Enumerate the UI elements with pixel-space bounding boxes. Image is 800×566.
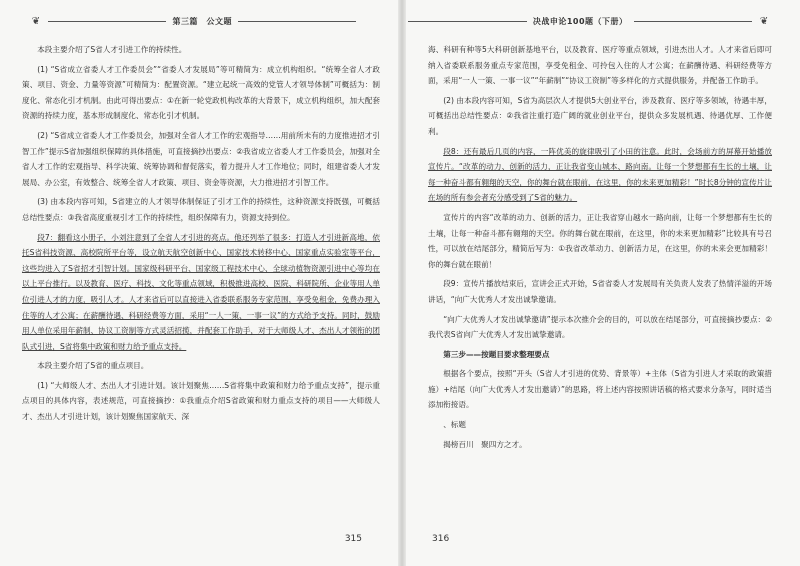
right-page-body — [428, 34, 772, 452]
paragraph: 段9：宣传片播放结束后，宣讲会正式开始，S省省委人才发展局有关负责人发表了热情洋溢的开场讲话，“向广大优秀人才发出诚挚邀请。 — [428, 279, 772, 304]
page-number: 315 — [344, 534, 362, 544]
paragraph: 本段主要介绍了S省的重点项目。 — [37, 361, 149, 371]
page-number: 316 — [432, 534, 450, 544]
paragraph: 本段主要介绍了S省人才引进工作的持续性。 — [37, 45, 187, 54]
ornament-icon: ❦ — [31, 15, 41, 27]
section-heading: 、标题 — [443, 420, 466, 430]
header-section-title: 第三篇 公文题 — [172, 16, 232, 26]
paragraph: 段8：还有最后几页的内容，一阵优美的旋律吸引了小田的注意。此时，会场前方的屏幕开始播放宣传片。“改革的动力、创新的活力，正让我省变山城本、路向南。让每一个梦想都有生长的土壤，让每一种奋斗都有翱翔的天空，你的舞台就在眼前，在这里，你的未来更加精彩！”时长8分钟的宣传片让在场的所有参会者充分感受到了S省的魅力。 — [428, 146, 772, 203]
title-line: 揭榜百川 聚四方之才。 — [443, 439, 527, 449]
left-page-body — [22, 34, 380, 425]
paragraph: (2) 由本段内容可知，S省为高层次人才提供5大创业平台，涉及教育、医疗等多领域，待遇丰厚，可概括出总结性要点：②我省注重打造广阔的就业创业平台，提供众多发展机遇、待遇优厚、工作便利。 — [428, 95, 772, 136]
paragraph: “向广大优秀人才发出诚挚邀请”提示本次推介会的目的，可以放在结尾部分，可直接摘抄要点：②我代表S省向广大优秀人才发出诚挚邀请。 — [428, 314, 772, 340]
paragraph: 海、科研有种等5大科研创新基地平台，以及教育、医疗等重点领域，引进杰出人才。人才来省后即可纳入省委联系服务重点专家范围，享受免租金、可拎包入住的人才公寓；在薪酬待遇、科研经费等方面，采用“一人一策、一事一议”“年薪制”“协议工资制”等多样化的方式提供服务，并配备工作助手。 — [428, 45, 772, 86]
step-heading: 第三步——按题目要求整理要点 — [443, 349, 550, 359]
paragraph: (3) 由本段内容可知，S省建立的人才领导体制保证了引才工作的持续性，这种资源支持既强，可概括总结性要点：③我省高度重视引才工作的持续性，组织保障有力，资源支持到位。 — [22, 197, 380, 222]
paragraph: 根据各个要点，按照“开头（S省人才引进的优势、背景等）+主体（S省为引进人才采取的政策措施）+结尾（向广大优秀人才发出邀请）”的思路，将上述内容按照讲话稿的格式要求分条写，同时适当添加衔接语。 — [428, 369, 772, 410]
paragraph: 段7：翻看这小册子，小刘注意到了全省人才引进的亮点。他还列举了很多：打造人才引进新高地，依托S省科技资源、高校院所平台等，设立航天航空创新中心、国家技术转移中心、国家重点实验室等平台，这些均进入了S省招才引智计划。国家级科研平台、国家级工程技术中心、全球动植物资源引进中心等均在以上平台推行。以及教育、医疗、科技、文化等重点领域，积极推进高校、医院、科研院所、企业等用人单位引进人才的力度，吸引人才。人才来省后可以直接进入省委联系服务专家范围，享受免租金，免费办理入住等的人才公寓；在薪酬待遇、科研经费等方面，采用“一人一策、一事一议”的方式给予支持。同时，鼓励用人单位采用年薪制、协议工资制等方式灵活招揽，并配套工作助手，对于大师级人才、杰出人才领衔的团队式引进，S省将集中政策和财力给予重点支持。 — [22, 232, 380, 351]
paragraph: 宣传片的内容“改革的动力、创新的活力，正让我省穿山越水一路向前，让每一个梦想都有生长的土壤，让每一种奋斗都有翱翔的天空。你的舞台就在眼前，在这里，你的未来更加精彩”比较具有号召性，可以放在结尾部分，精简后写为：①我省改革动力、创新活力足，在这里，你的未来会更加精彩！你的舞台就在眼前！ — [428, 212, 772, 269]
right-page — [402, 0, 800, 566]
header-book-title: 决战申论100题（下册） — [532, 16, 628, 26]
paragraph: (2) “S省成立省委人才工作委员会，加强对全省人才工作的宏观指导……用前所未有的力度推进招才引智工作”提示S省加强组织保障的具体措施，可直接摘抄出要点：②我省成立省委人才工作委员会，加强对全省人才工作的宏观指导、科学决策、统筹协调和督促落实，着力提升人才工作地位；同时，组建省委人才发展局、办公室，有效整合、统筹全省人才政策、项目、资金等资源，大力推进招才引智工作。 — [22, 130, 380, 187]
paragraph: (1) “大师级人才、杰出人才引进计划。该计划聚焦……S省将集中政策和财力给予重点支持”，提示重点项目的具体内容，表述规范，可直接摘抄：①我重点介绍S省政策和财力重点支持的项目——大师级人才、杰出人才引进计划，该计划聚焦国家航天、深 — [22, 380, 380, 422]
paragraph: (1) “S省成立省委人才工作委员会”“省委人才发展局”等可精简为：成立机构组织。“统筹全省人才政策、项目、资金、力量等资源”可精简为：配置资源。“建立起统一高效的党管人才领导体制”可概括为：制度化、常态化引才机制。由此可得出要点：①在新一轮党政机构改革的大背景下，成立机构组织，加大配套资源的持续力度，基本形成制度化、常态化引才机制。 — [22, 64, 380, 121]
ornament-icon: ❦ — [759, 15, 769, 27]
